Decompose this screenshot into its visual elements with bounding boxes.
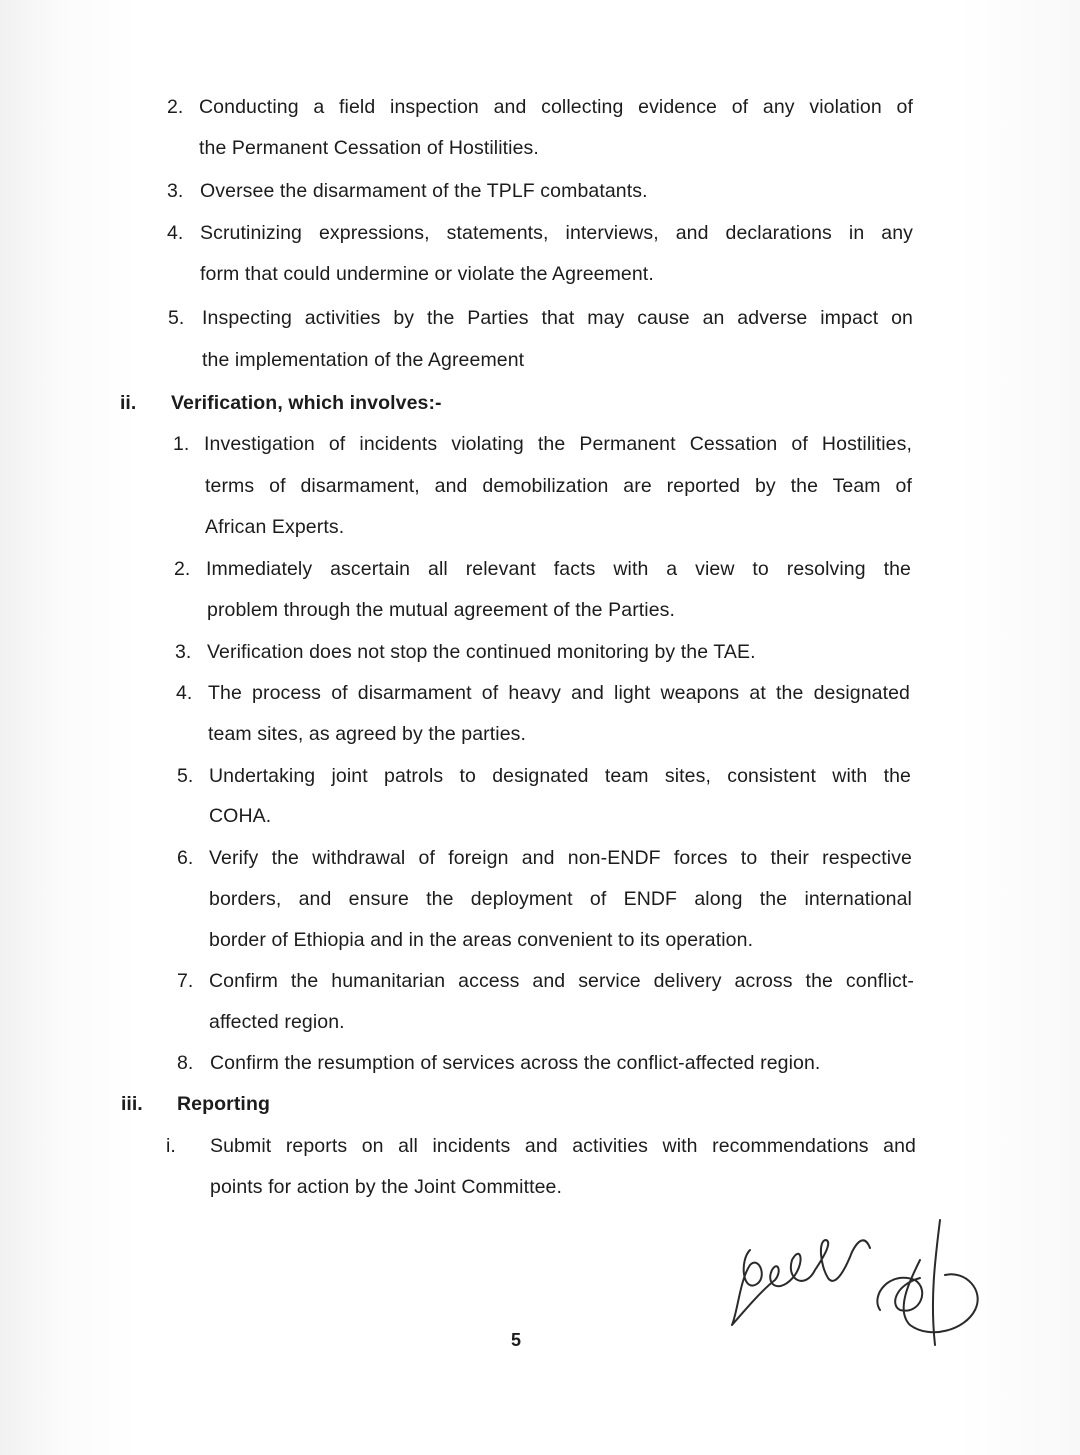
signature-marks (720, 1200, 1020, 1360)
list-item-text: Confirm the resumption of services across the conflict-affected region. (210, 1052, 821, 1074)
list-item-text: the implementation of the Agreement (202, 349, 525, 371)
list-item-text: border of Ethiopia and in the areas convenient to its operation. (209, 929, 754, 951)
list-item-text: Submit reports on all incidents and activities with recommendations and (210, 1135, 916, 1157)
section-heading: Verification, which involves:- (171, 392, 442, 414)
list-item-text: form that could undermine or violate the Agreement. (200, 263, 654, 285)
list-item-text: Confirm the humanitarian access and service delivery across the conflict- (209, 970, 914, 992)
list-item-text: Undertaking joint patrols to designated team sites, consistent with the (209, 765, 911, 787)
list-number: 4. (176, 682, 193, 704)
list-item-text: Immediately ascertain all relevant facts with a view to resolving the (206, 558, 911, 580)
list-item-text: Verify the withdrawal of foreign and non-ENDF forces to their respective (209, 847, 912, 869)
list-item-text: Investigation of incidents violating the Permanent Cessation of Hostilities, (204, 433, 912, 455)
list-number: 3. (175, 641, 192, 663)
list-item-text: Verification does not stop the continued monitoring by the TAE. (207, 641, 756, 663)
section-heading: Reporting (177, 1093, 270, 1115)
list-item-text: African Experts. (205, 516, 345, 538)
list-item-text: points for action by the Joint Committee. (210, 1176, 563, 1198)
list-number: 8. (177, 1052, 194, 1074)
section-roman-numeral: iii. (121, 1093, 143, 1115)
list-number: i. (166, 1135, 176, 1157)
list-item-text: borders, and ensure the deployment of ENDF along the international (209, 888, 912, 910)
list-number: 4. (167, 222, 184, 244)
list-item-text: the Permanent Cessation of Hostilities. (199, 137, 539, 159)
list-item-text: terms of disarmament, and demobilization are reported by the Team of (205, 475, 912, 497)
list-item-text: COHA. (209, 805, 272, 827)
list-number: 5. (177, 765, 194, 787)
section-roman-numeral: ii. (120, 392, 137, 414)
list-item-text: team sites, as agreed by the parties. (208, 723, 527, 745)
list-number: 7. (177, 970, 194, 992)
list-item-text: Oversee the disarmament of the TPLF combatants. (200, 180, 648, 202)
list-item-text: Conducting a field inspection and collecting evidence of any violation of (199, 96, 913, 118)
list-item-text: problem through the mutual agreement of the Parties. (207, 599, 676, 621)
list-number: 6. (177, 847, 194, 869)
list-number: 5. (168, 307, 185, 329)
list-number: 2. (174, 558, 191, 580)
list-item-text: affected region. (209, 1011, 345, 1033)
list-item-text: Inspecting activities by the Parties that may cause an adverse impact on (202, 307, 913, 329)
list-number: 1. (173, 433, 190, 455)
page-number: 5 (511, 1330, 522, 1350)
list-item-text: The process of disarmament of heavy and light weapons at the designated (208, 682, 910, 704)
list-number: 3. (167, 180, 184, 202)
list-item-text: Scrutinizing expressions, statements, interviews, and declarations in any (200, 222, 913, 244)
list-number: 2. (167, 96, 184, 118)
